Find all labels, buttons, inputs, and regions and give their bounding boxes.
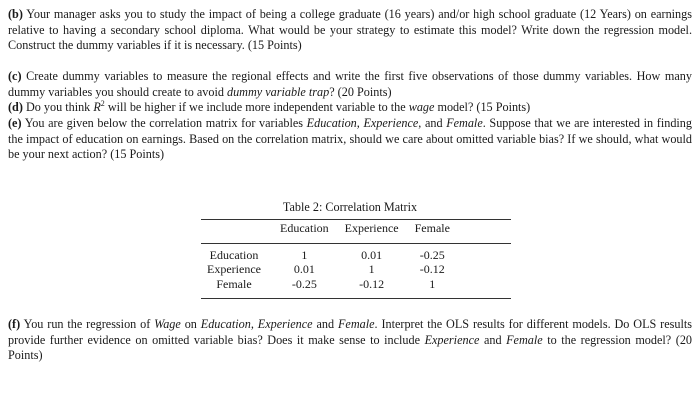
question-e-text-end: . Suppose that we are interested in finding the impact of education on earnings. Based on the correlation matrix, should we care about omitted variable bias? If we should, what would be your next action? (15 Points)	[8, 116, 692, 162]
column-header: Experience	[344, 221, 399, 235]
table-row	[196, 262, 458, 277]
question-e-label: (e)	[8, 116, 22, 130]
r-squared-symbol: R	[93, 100, 101, 114]
table-cell: -0.12	[419, 262, 445, 276]
question-c-emphasis: dummy variable trap	[226, 84, 330, 99]
question-f-label: (f)	[8, 317, 21, 331]
table-top-rule	[201, 219, 511, 220]
table-cell: 1	[368, 262, 375, 276]
question-b-label: (b)	[8, 7, 23, 21]
question-f-emphasis-4: Experience	[424, 332, 480, 347]
question-d-emphasis: wage	[408, 100, 435, 114]
table-cell: -0.25	[291, 276, 317, 291]
table-cell: 1	[301, 247, 308, 262]
table-cell: -0.12	[359, 276, 385, 291]
row-label: Female	[216, 276, 252, 291]
question-f-text-2: on	[180, 317, 201, 331]
table-cell: 0.01	[361, 247, 383, 262]
correlation-matrix-table	[196, 221, 458, 291]
question-f-text-5: and	[479, 332, 507, 347]
question-b	[8, 7, 692, 54]
question-c-label: (c)	[8, 69, 22, 83]
question-f-emphasis-5: Female	[506, 332, 543, 347]
question-d-label: (d)	[8, 100, 23, 114]
table-row	[196, 277, 458, 292]
question-e-text: You are given below the correlation matrix for variables	[21, 116, 307, 130]
question-f-text-3: and	[312, 317, 338, 331]
question-f-text-6: to the regression model? (20 Points)	[8, 332, 693, 363]
row-label: Education	[209, 247, 259, 262]
table-corner-cell	[196, 221, 272, 242]
question-e	[8, 116, 692, 163]
question-f-text-4: . Interpret the OLS results for different models. Do OLS results provide further evidence on omitted variable bias? Does it make sense to include	[8, 317, 692, 347]
column-header: Female	[414, 221, 450, 235]
question-c	[8, 69, 692, 100]
question-f-emphasis-3: Female	[337, 317, 375, 331]
table-row	[196, 242, 458, 263]
question-f-emphasis-1: Wage	[154, 317, 181, 331]
question-c-text-end: ? (20 Points)	[329, 84, 392, 99]
question-e-emphasis-1: Education, Experience	[306, 116, 419, 130]
table-caption: Table 2: Correlation Matrix	[282, 200, 418, 214]
question-d-text-end: model? (15 Points)	[434, 100, 531, 114]
question-e-text-mid: , and	[418, 116, 447, 130]
table-cell: 1	[429, 276, 436, 291]
question-b-text: Your manager asks you to study the impact of being a college graduate (16 years) and/or high school graduate (12 Years) on earnings relative to having a secondary school diploma. What would be your strategy to estimate this model? Write down the regression model. Construct the dummy variables if it is necessary. (15 Points)	[8, 7, 692, 53]
question-f-emphasis-2: Education, Experience	[200, 317, 313, 331]
table-cell: -0.25	[419, 247, 445, 262]
question-f	[8, 317, 692, 364]
table-bottom-rule	[201, 298, 511, 299]
table-cell: 0.01	[293, 262, 315, 276]
question-d-text: Do you think	[22, 100, 94, 114]
table-header-row	[196, 221, 458, 242]
question-e-emphasis-2: Female	[446, 116, 483, 130]
column-header: Education	[280, 221, 329, 235]
question-d	[8, 100, 692, 116]
r-squared-exponent: 2	[100, 98, 105, 108]
question-c-text: Create dummy variables to measure the regional effects and write the first five observations of those dummy variables. How many dummy variables you should create to avoid	[8, 69, 692, 99]
question-d-text-mid: will be higher if we include more independent variable to the	[104, 100, 409, 114]
row-label: Experience	[207, 262, 261, 276]
question-f-text: You run the regression of	[20, 317, 155, 331]
